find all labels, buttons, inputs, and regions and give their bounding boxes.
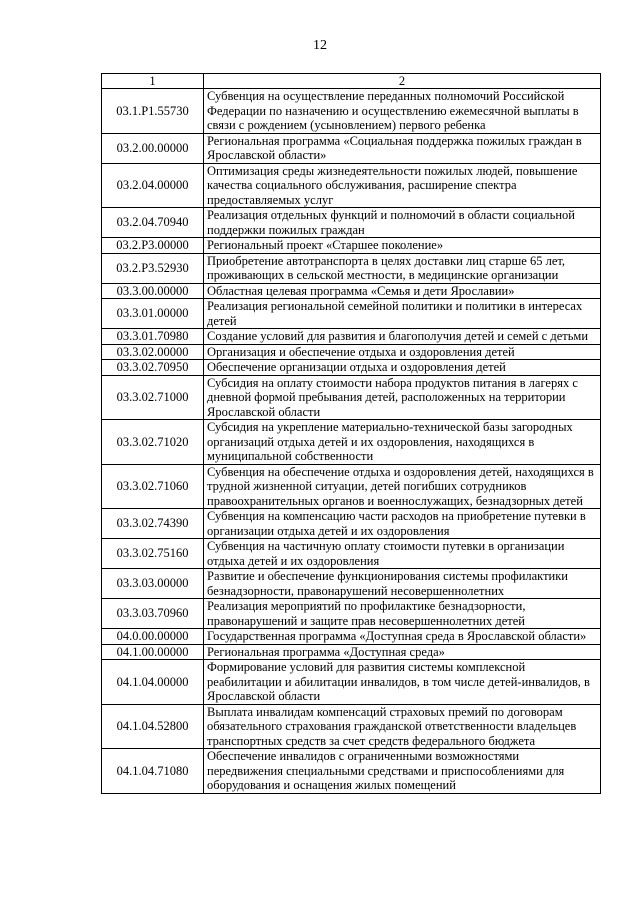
expense-item-name: Областная целевая программа «Семья и дети Ярославии» xyxy=(204,283,601,299)
expense-item-name: Реализация региональной семейной политики и политики в интересах детей xyxy=(204,299,601,329)
table-row xyxy=(102,375,601,420)
table-row xyxy=(102,163,601,208)
table-row xyxy=(102,509,601,539)
column-header-code: 1 xyxy=(102,74,204,89)
table-row xyxy=(102,344,601,360)
expense-item-name: Реализация отдельных функций и полномочий в области социальной поддержки пожилых граждан xyxy=(204,208,601,238)
table-row xyxy=(102,629,601,645)
table-row xyxy=(102,660,601,705)
expense-item-name: Региональная программа «Доступная среда» xyxy=(204,644,601,660)
table-row xyxy=(102,420,601,465)
expense-item-name: Региональный проект «Старшее поколение» xyxy=(204,238,601,254)
table-row xyxy=(102,89,601,134)
table-header-row xyxy=(102,74,601,89)
expense-item-name: Формирование условий для развития системы комплексной реабилитации и абилитации инвалидов, в том числе детей-инвалидов, в Ярославской области xyxy=(204,660,601,705)
classification-code: 03.3.03.70960 xyxy=(102,599,204,629)
expense-item-name: Субвенция на обеспечение отдыха и оздоровления детей, находящихся в трудной жизненной ситуации, детей погибших сотрудников правоохранительных органов и военнослужащих, безнадзорных детей xyxy=(204,464,601,509)
expense-item-name: Государственная программа «Доступная среда в Ярославской области» xyxy=(204,629,601,645)
expense-item-name: Приобретение автотранспорта в целях доставки лиц старше 65 лет, проживающих в сельской местности, в медицинские организации xyxy=(204,253,601,283)
classification-code: 03.3.02.71060 xyxy=(102,464,204,509)
classification-code: 03.3.02.70950 xyxy=(102,360,204,376)
expense-item-name: Реализация мероприятий по профилактике безнадзорности, правонарушений и защите прав несовершеннолетних детей xyxy=(204,599,601,629)
table-row xyxy=(102,644,601,660)
table-row xyxy=(102,569,601,599)
table-row xyxy=(102,133,601,163)
expense-item-name: Субсидия на укрепление материально-технической базы загородных организаций отдыха детей и их оздоровления, находящихся в муниципальной собственности xyxy=(204,420,601,465)
classification-code: 04.1.04.71080 xyxy=(102,749,204,794)
classification-code: 03.3.02.71020 xyxy=(102,420,204,465)
expense-item-name: Субсидия на оплату стоимости набора продуктов питания в лагерях с дневной формой пребывания детей, расположенных на территории Ярославской области xyxy=(204,375,601,420)
table-row xyxy=(102,360,601,376)
classification-code: 03.3.02.74390 xyxy=(102,509,204,539)
expense-item-name: Субвенция на осуществление переданных полномочий Российской Федерации по назначению и осуществлению ежемесячной выплаты в связи с рождением (усыновлением) первого ребенка xyxy=(204,89,601,134)
expense-item-name: Выплата инвалидам компенсаций страховых премий по договорам обязательного страхования гражданской ответственности владельцев транспортных средств за счет средств федерального бюджета xyxy=(204,704,601,749)
table-row xyxy=(102,749,601,794)
table-row xyxy=(102,283,601,299)
table-row xyxy=(102,464,601,509)
classification-code: 03.3.02.71000 xyxy=(102,375,204,420)
expense-item-name: Субвенция на компенсацию части расходов на приобретение путевки в организации отдыха детей и их оздоровления xyxy=(204,509,601,539)
classification-code: 04.1.04.52800 xyxy=(102,704,204,749)
classification-code: 04.1.04.00000 xyxy=(102,660,204,705)
classification-code: 03.3.02.75160 xyxy=(102,539,204,569)
expense-item-name: Организация и обеспечение отдыха и оздоровления детей xyxy=(204,344,601,360)
table-row xyxy=(102,253,601,283)
expense-item-name: Субвенция на частичную оплату стоимости путевки в организации отдыха детей и их оздоровления xyxy=(204,539,601,569)
expense-item-name: Развитие и обеспечение функционирования системы профилактики безнадзорности, правонарушений несовершеннолетних xyxy=(204,569,601,599)
classification-code: 03.3.01.00000 xyxy=(102,299,204,329)
table-row xyxy=(102,299,601,329)
classification-code: 03.3.02.00000 xyxy=(102,344,204,360)
classification-code: 03.1.Р1.55730 xyxy=(102,89,204,134)
classification-code: 04.1.00.00000 xyxy=(102,644,204,660)
table-row xyxy=(102,208,601,238)
classification-code: 03.3.00.00000 xyxy=(102,283,204,299)
classification-code: 03.2.04.00000 xyxy=(102,163,204,208)
table-row xyxy=(102,704,601,749)
table-row xyxy=(102,539,601,569)
expense-item-name: Создание условий для развития и благополучия детей и семей с детьми xyxy=(204,329,601,345)
expense-item-name: Оптимизация среды жизнедеятельности пожилых людей, повышение качества социального обслуживания, расширение спектра предоставляемых услуг xyxy=(204,163,601,208)
classification-code: 03.3.01.70980 xyxy=(102,329,204,345)
classification-code: 03.2.Р3.52930 xyxy=(102,253,204,283)
column-header-name: 2 xyxy=(204,74,601,89)
table-row xyxy=(102,599,601,629)
table-body xyxy=(102,89,601,794)
classification-code: 03.2.Р3.00000 xyxy=(102,238,204,254)
classification-code: 03.3.03.00000 xyxy=(102,569,204,599)
classification-code: 04.0.00.00000 xyxy=(102,629,204,645)
expense-item-name: Обеспечение инвалидов с ограниченными возможностями передвижения специальными средствами и приспособлениями для оборудования и оснащения жилых помещений xyxy=(204,749,601,794)
expense-item-name: Региональная программа «Социальная поддержка пожилых граждан в Ярославской области» xyxy=(204,133,601,163)
classification-code: 03.2.04.70940 xyxy=(102,208,204,238)
budget-classification-table xyxy=(101,73,601,794)
expense-item-name: Обеспечение организации отдыха и оздоровления детей xyxy=(204,360,601,376)
page-number: 12 xyxy=(313,38,327,53)
table-row xyxy=(102,329,601,345)
classification-code: 03.2.00.00000 xyxy=(102,133,204,163)
table-row xyxy=(102,238,601,254)
